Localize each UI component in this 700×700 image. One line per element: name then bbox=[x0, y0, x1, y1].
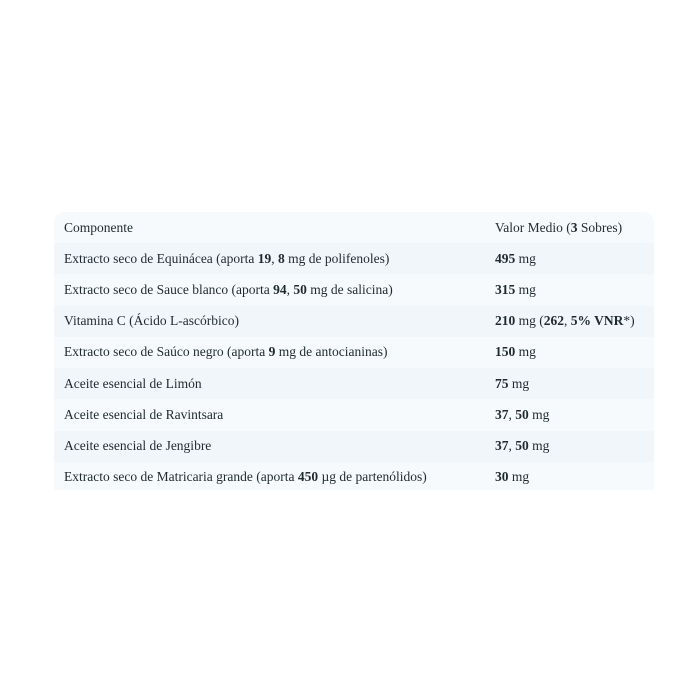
text: , bbox=[508, 406, 516, 422]
number: 315 bbox=[495, 281, 516, 297]
text: µg de partenólidos) bbox=[318, 469, 427, 485]
unit: mg bbox=[515, 250, 536, 266]
unit: mg bbox=[508, 375, 530, 391]
component-name bbox=[54, 251, 485, 267]
number: 30 bbox=[495, 469, 509, 485]
component-value bbox=[485, 407, 654, 423]
header-value-pre: Valor Medio ( bbox=[495, 219, 571, 235]
component-name bbox=[54, 282, 485, 298]
text: Extracto seco de Equinácea (aporta bbox=[64, 250, 258, 266]
table-row bbox=[54, 274, 654, 305]
number: 94 bbox=[273, 281, 287, 297]
text: mg de salicina) bbox=[306, 281, 393, 297]
header-value-post: Sobres) bbox=[577, 219, 623, 235]
number: 37 bbox=[495, 438, 509, 454]
component-name bbox=[54, 344, 485, 360]
number: 9 bbox=[268, 344, 276, 360]
nutrition-table bbox=[54, 212, 654, 490]
number: 8 bbox=[278, 250, 285, 266]
table-row bbox=[54, 368, 654, 399]
text: , bbox=[271, 250, 279, 266]
number: 50 bbox=[515, 406, 529, 422]
component-name bbox=[54, 438, 485, 454]
text: Extracto seco de Saúco negro (aporta bbox=[64, 344, 269, 360]
table-header-row bbox=[54, 212, 654, 243]
header-component: Componente bbox=[64, 219, 133, 235]
text: Aceite esencial de Ravintsara bbox=[64, 406, 224, 422]
number: 37 bbox=[495, 406, 509, 422]
unit: mg bbox=[528, 438, 550, 454]
text: mg de polifenoles) bbox=[284, 250, 390, 266]
number: 75 bbox=[495, 375, 509, 391]
component-name bbox=[54, 469, 485, 485]
component-value bbox=[485, 282, 654, 298]
number: 19 bbox=[257, 250, 272, 266]
text: Vitamina C (Ácido L-ascórbico) bbox=[64, 313, 240, 329]
table-row bbox=[54, 462, 654, 490]
component-value bbox=[485, 376, 654, 392]
number: 210 bbox=[495, 313, 516, 329]
header-value-bold: 3 bbox=[570, 219, 578, 235]
unit: mg bbox=[508, 469, 530, 485]
component-value bbox=[485, 469, 654, 485]
unit: mg bbox=[528, 406, 550, 422]
component-value bbox=[485, 344, 654, 360]
table-row bbox=[54, 337, 654, 368]
unit: mg bbox=[515, 281, 536, 297]
component-value bbox=[485, 438, 654, 454]
number: 262 bbox=[543, 313, 564, 329]
number: 5% VNR bbox=[570, 313, 624, 329]
unit: mg ( bbox=[515, 313, 544, 329]
table-row bbox=[54, 306, 654, 337]
component-value bbox=[485, 251, 654, 267]
text: , bbox=[286, 281, 294, 297]
unit: mg bbox=[515, 344, 536, 360]
text: Aceite esencial de Limón bbox=[64, 375, 202, 391]
number: 50 bbox=[293, 281, 307, 297]
text: *) bbox=[623, 313, 635, 329]
number: 150 bbox=[495, 344, 516, 360]
number: 450 bbox=[297, 469, 319, 485]
text: Extracto seco de Sauce blanco (aporta bbox=[64, 281, 274, 297]
table-row bbox=[54, 431, 654, 462]
table-row bbox=[54, 243, 654, 274]
table-row bbox=[54, 399, 654, 430]
text: Aceite esencial de Jengibre bbox=[64, 438, 212, 454]
header-value bbox=[485, 220, 654, 236]
text: , bbox=[564, 313, 571, 329]
component-name bbox=[54, 313, 485, 329]
component-value bbox=[485, 313, 654, 329]
number: 50 bbox=[515, 438, 529, 454]
text: Extracto seco de Matricaria grande (aporta bbox=[64, 469, 298, 485]
number: 495 bbox=[495, 250, 516, 266]
text: mg de antocianinas) bbox=[275, 344, 388, 360]
text: , bbox=[508, 438, 516, 454]
component-name bbox=[54, 376, 485, 392]
component-name bbox=[54, 407, 485, 423]
